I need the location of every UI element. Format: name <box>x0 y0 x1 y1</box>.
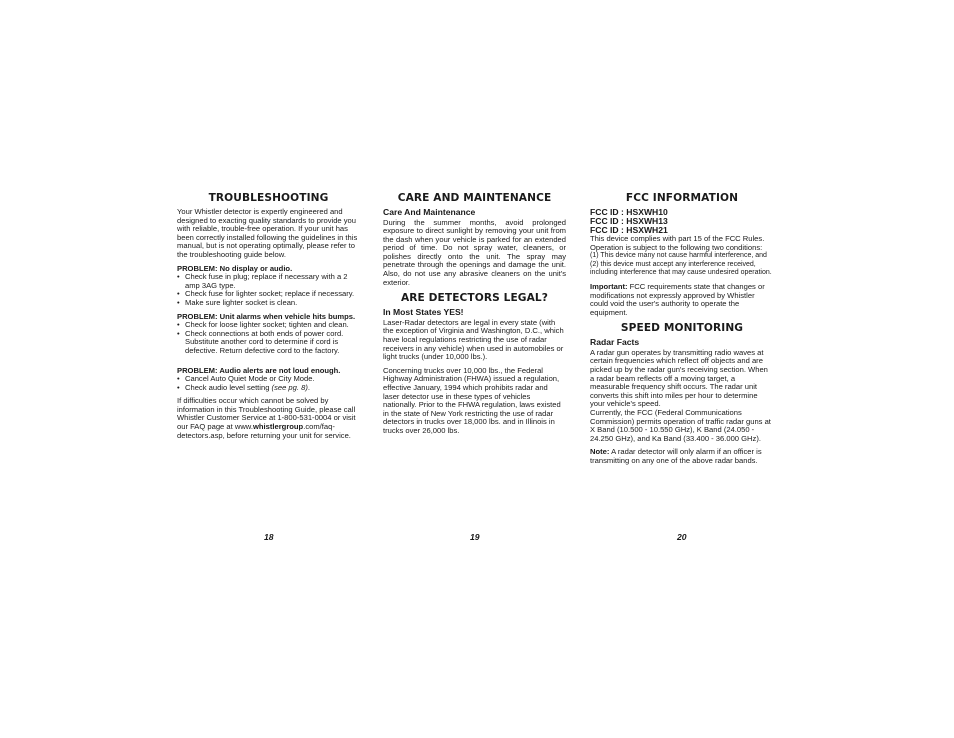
care-subheading: Care And Maintenance <box>383 207 476 217</box>
page-number: 20 <box>677 532 687 542</box>
speed-heading: SPEED MONITORING <box>620 322 744 335</box>
legal-subheading: In Most States YES! <box>383 307 464 318</box>
list-item: • Check fuse for lighter socket; replace if necessary. <box>177 290 360 299</box>
fcc-condition: (2) this device must accept any interference received, including interference that may cause undesired operation. <box>590 260 772 277</box>
problem-title: PROBLEM: No display or audio. <box>177 263 293 273</box>
item-text-end: . <box>307 382 310 392</box>
closing-text-end: .com/faq-detectors.asp, before returning your unit for service. <box>177 422 351 440</box>
problem-title: PROBLEM: Audio alerts are not loud enough. <box>177 365 341 375</box>
radar-subheading: Radar Facts <box>590 337 640 348</box>
fcc-id: FCC ID : HSXWH21 <box>590 225 668 235</box>
list-item: • Cancel Auto Quiet Mode or City Mode. <box>177 375 360 384</box>
important-text: FCC requirements state that changes or modifications not expressly approved by Whistler could void the user's authority to operate the equipment. <box>590 281 765 317</box>
page-number: 19 <box>470 532 480 542</box>
legal-heading: ARE DETECTORS LEGAL? <box>400 292 549 305</box>
radar-text: Currently, the FCC (Federal Communications Commission) permits operation of traffic radar guns at X Band (10.500 - 10.550 GHz), K Band (24.050 - 24.250 GHz), and Ka Band (33.400 - 36.000 GHz). <box>590 408 771 443</box>
page-number: 18 <box>264 532 274 542</box>
note-paragraph <box>590 448 774 465</box>
list-item: • Check for loose lighter socket; tighten and clean. <box>177 321 360 330</box>
troubleshooting-heading: TROUBLESHOOTING <box>208 192 329 204</box>
fcc-heading: FCC INFORMATION <box>625 192 739 204</box>
page-18-column <box>177 192 360 445</box>
problem-checklist <box>177 375 360 392</box>
list-item <box>177 384 360 393</box>
legal-text: Concerning trucks over 10,000 lbs., the Federal Highway Administration (FHWA) issued a regulation, effective January, 1994 which prohibits radar and laser detector use in these types of vehicles nationally. Prior to the FHWA regulation, laws existed in the state of New York restricting the use of radar detectors in trucks over 18,000 lbs. and in Illinois in trucks over 26,000 lbs. <box>383 365 561 435</box>
care-heading: CARE AND MAINTENANCE <box>397 192 552 204</box>
list-item: • Check fuse in plug; replace if necessary with a 2 amp 3AG type. <box>177 273 360 290</box>
page-20-column <box>590 192 774 471</box>
fcc-text: This device complies with part 15 of the FCC Rules. Operation is subject to the following two conditions: <box>590 234 765 252</box>
brand-name: whistlergroup <box>252 422 304 432</box>
troubleshooting-closing <box>177 397 360 440</box>
fcc-condition: (1) This device many not cause harmful interference, and <box>590 252 767 260</box>
page-19-column <box>383 192 566 440</box>
note-text: A radar detector will only alarm if an officer is transmitting on any one of the above radar bands. <box>590 447 762 465</box>
page-reference: (see pg. 8) <box>271 382 308 392</box>
list-item: • Make sure lighter socket is clean. <box>177 299 360 308</box>
problem-title: PROBLEM: Unit alarms when vehicle hits bumps. <box>177 311 356 321</box>
important-paragraph <box>590 283 774 317</box>
list-item: • Check connections at both ends of power cord. Substitute another cord to determine if cord is defective. Return defective cord to the factory. <box>177 330 360 356</box>
important-label: Important: <box>590 281 628 291</box>
item-text: Check audio level setting <box>185 382 272 392</box>
problem-checklist <box>177 273 360 307</box>
fcc-id: FCC ID : HSXWH10 <box>590 207 668 217</box>
problem-checklist <box>177 321 360 355</box>
note-label: Note: <box>590 447 610 457</box>
closing-text: If difficulties occur which cannot be solved by information in this Troubleshooting Guide, please call Whistler Customer Service at 1-800-531-0004 or visit our FAQ page at www. <box>177 396 356 432</box>
care-text: During the summer months, avoid prolonged exposure to direct sunlight by removing your unit from the dash when your vehicle is parked for an extended period of time. Do not spray water, cleaners, or polishes directly onto the unit. The spray may penetrate through the openings and damage the unit. Also, do not use any abrasive cleaners on the unit's exterior. <box>383 217 566 287</box>
radar-text: A radar gun operates by transmitting radio waves at certain frequencies which reflect off objects and are picked up by the radar gun's receiving section. When a radar beam reflects off a moving target, a measurable frequency shift occurs. The radar unit converts this shift into miles per hour to determine your vehicle's speed. <box>590 347 768 409</box>
fcc-id: FCC ID : HSXWH13 <box>590 216 668 226</box>
troubleshooting-intro: Your Whistler detector is expertly engineered and designed to exacting quality standards to provide you with reliable, trouble-free operation. If your unit has been correctly installed following the guidelines in this manual, but is not operating optimally, please refer to the troubleshooting guide below. <box>177 207 358 259</box>
legal-text: Laser-Radar detectors are legal in every state (with the exception of Virginia and Washington, D.C., which have local regulations restricting the use of radar receivers in any vehicle) when used in automobiles or light trucks (under 10,000 lbs.). <box>383 317 564 362</box>
